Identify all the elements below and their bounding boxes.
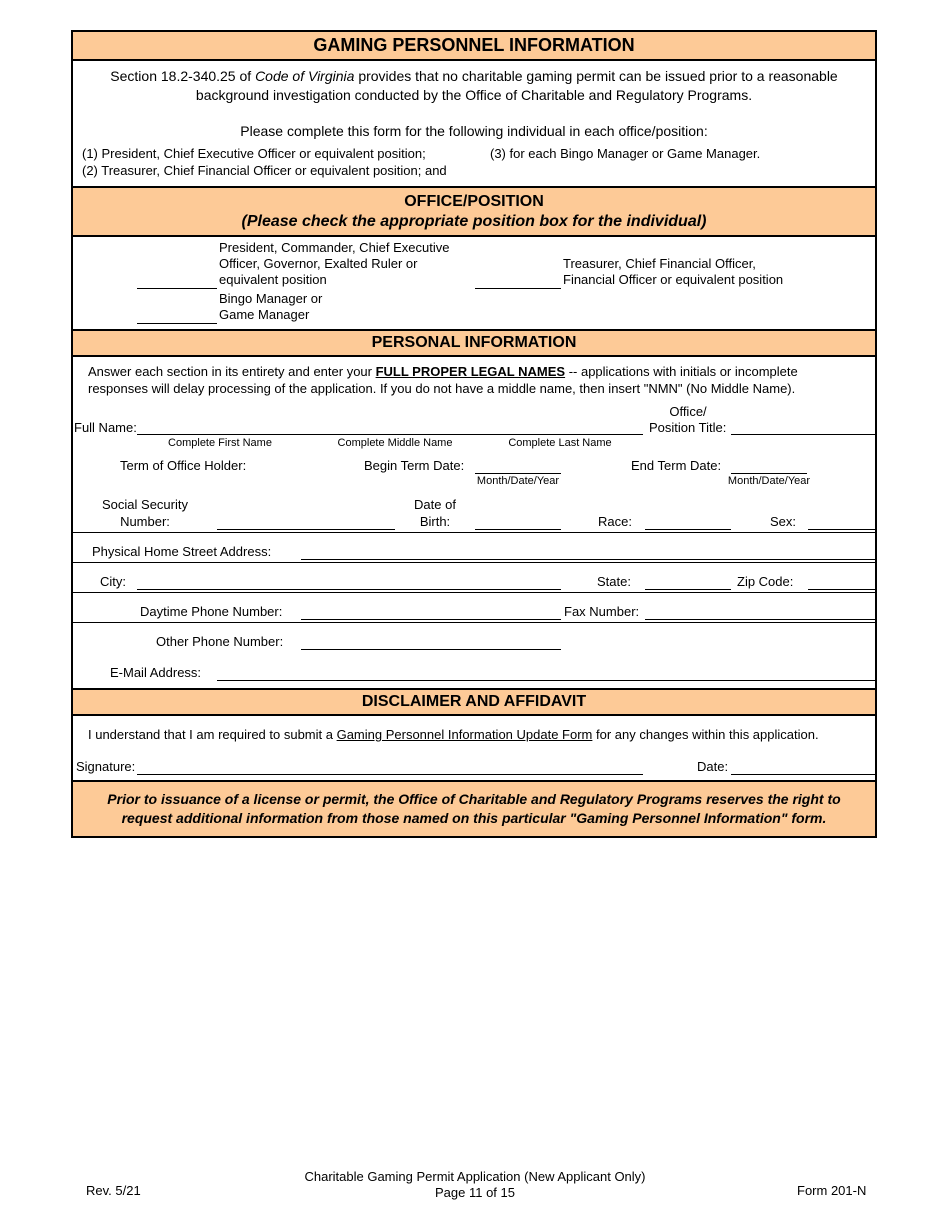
city-label: City: xyxy=(100,574,126,589)
notice-line-1: Prior to issuance of a license or permit, the Office of Charitable and Regulatory Programs reserves the right to xyxy=(107,791,841,807)
disclaimer-band xyxy=(73,690,875,714)
intro-line-1 xyxy=(73,67,875,85)
form-title: GAMING PERSONNEL INFORMATION xyxy=(313,35,635,55)
footer-revision: Rev. 5/21 xyxy=(86,1183,141,1198)
note-prefix: Answer each section in its entirety and enter your xyxy=(88,364,376,379)
treasurer-option-l1: Treasurer, Chief Financial Officer, xyxy=(563,256,756,271)
disclaimer-text xyxy=(88,727,819,743)
intro-suffix: provides that no charitable gaming permit can be issued prior to a reasonable xyxy=(354,68,838,84)
signature-field[interactable] xyxy=(137,774,643,775)
position-item-3: (3) for each Bingo Manager or Game Manager. xyxy=(490,146,761,161)
notice-band xyxy=(73,782,875,836)
dob-field[interactable] xyxy=(475,529,561,530)
dob-label-l1: Date of xyxy=(414,497,456,512)
note-suffix: -- applications with initials or incomplete xyxy=(565,364,798,379)
treasurer-checkbox-line[interactable] xyxy=(475,288,561,289)
fax-field[interactable] xyxy=(645,619,877,620)
instructions: Please complete this form for the following individual in each office/position: xyxy=(240,123,708,139)
sex-label: Sex: xyxy=(770,514,797,529)
begin-term-label: Begin Term Date: xyxy=(364,458,465,473)
daytime-phone-field[interactable] xyxy=(301,619,561,620)
daytime-phone-label: Daytime Phone Number: xyxy=(140,604,283,619)
sex-field[interactable] xyxy=(808,529,877,530)
footer-app-title: Charitable Gaming Permit Application (New Applicant Only) xyxy=(304,1169,646,1184)
bingo-checkbox-line[interactable] xyxy=(137,323,217,324)
position-item-2: (2) Treasurer, Chief Financial Officer or equivalent position; and xyxy=(82,163,447,178)
president-option-l2: Officer, Governor, Exalted Ruler or xyxy=(219,256,418,271)
office-position-subtitle: (Please check the appropriate position box for the individual) xyxy=(241,213,707,230)
personal-info-band xyxy=(73,331,875,355)
signature-label: Signature: xyxy=(76,759,136,774)
zip-field[interactable] xyxy=(808,589,877,590)
begin-term-field[interactable] xyxy=(475,473,561,474)
office-title-label-l1: Office/ xyxy=(669,404,707,419)
full-name-field[interactable] xyxy=(137,434,643,435)
personal-info-title: PERSONAL INFORMATION xyxy=(371,334,577,351)
disclaimer-suffix: for any changes within this application. xyxy=(592,727,819,742)
end-term-field[interactable] xyxy=(731,473,807,474)
last-name-caption: Complete Last Name xyxy=(508,437,612,449)
form-title-band xyxy=(73,32,875,59)
office-position-band xyxy=(73,188,875,235)
end-term-label: End Term Date: xyxy=(631,458,722,473)
email-label: E-Mail Address: xyxy=(110,665,202,680)
office-title-field[interactable] xyxy=(731,434,877,435)
disclaimer-title: DISCLAIMER AND AFFIDAVIT xyxy=(361,693,587,710)
gaming-personnel-form xyxy=(71,30,877,838)
president-checkbox-line[interactable] xyxy=(137,288,217,289)
footer-page-number: Page 11 of 15 xyxy=(435,1185,515,1200)
divider xyxy=(73,355,875,357)
personal-note-line-2: responses will delay processing of the application. If you do not have a middle name, then insert "NMN" (No Middle Name). xyxy=(88,381,796,396)
personal-note-line-1 xyxy=(88,364,798,380)
divider xyxy=(73,714,875,716)
divider xyxy=(73,592,875,593)
city-field[interactable] xyxy=(137,589,561,590)
divider xyxy=(73,532,875,533)
disclaimer-prefix: I understand that I am required to submit a xyxy=(88,727,337,742)
divider xyxy=(73,622,875,623)
race-label: Race: xyxy=(598,514,632,529)
state-field[interactable] xyxy=(645,589,731,590)
first-name-caption: Complete First Name xyxy=(168,437,272,449)
end-term-caption: Month/Date/Year xyxy=(727,475,811,487)
state-label: State: xyxy=(597,574,631,589)
date-label: Date: xyxy=(697,759,729,774)
intro-code: Code of Virginia xyxy=(255,68,355,84)
note-bold: FULL PROPER LEGAL NAMES xyxy=(375,364,566,379)
president-option-l3: equivalent position xyxy=(219,272,327,287)
race-field[interactable] xyxy=(645,529,731,530)
ssn-label-l2: Number: xyxy=(120,514,170,529)
other-phone-label: Other Phone Number: xyxy=(156,634,284,649)
president-option-l1: President, Commander, Chief Executive xyxy=(219,240,450,255)
email-field[interactable] xyxy=(217,680,877,681)
office-title-label-l2: Position Title: xyxy=(649,420,727,435)
zip-label: Zip Code: xyxy=(737,574,794,589)
intro-prefix: Section 18.2-340.25 of xyxy=(110,68,256,84)
ssn-label-l1: Social Security xyxy=(102,497,188,512)
notice-line-2: request additional information from those named on this particular "Gaming Personnel Information" form. xyxy=(121,810,827,826)
footer-form-number: Form 201-N xyxy=(797,1183,867,1198)
begin-term-caption: Month/Date/Year xyxy=(476,475,560,487)
full-name-label: Full Name: xyxy=(74,420,137,435)
divider xyxy=(73,235,875,237)
fax-label: Fax Number: xyxy=(564,604,640,619)
position-item-1: (1) President, Chief Executive Officer or equivalent position; xyxy=(82,146,426,161)
other-phone-field[interactable] xyxy=(301,649,561,650)
intro-line-2: background investigation conducted by the Office of Charitable and Regulatory Programs. xyxy=(195,87,753,103)
treasurer-option-l2: Financial Officer or equivalent position xyxy=(563,272,784,287)
divider xyxy=(73,59,875,61)
dob-label-l2: Birth: xyxy=(419,514,451,529)
bingo-option-l2: Game Manager xyxy=(219,307,310,322)
date-field[interactable] xyxy=(731,774,877,775)
middle-name-caption: Complete Middle Name xyxy=(337,437,453,449)
term-holder-label: Term of Office Holder: xyxy=(120,458,247,473)
ssn-field[interactable] xyxy=(217,529,395,530)
street-field[interactable] xyxy=(301,559,877,560)
street-label: Physical Home Street Address: xyxy=(92,544,272,559)
bingo-option-l1: Bingo Manager or xyxy=(219,291,323,306)
update-form-link[interactable]: Gaming Personnel Information Update Form xyxy=(336,727,593,742)
office-position-title: OFFICE/POSITION xyxy=(404,193,544,210)
divider xyxy=(73,562,875,563)
